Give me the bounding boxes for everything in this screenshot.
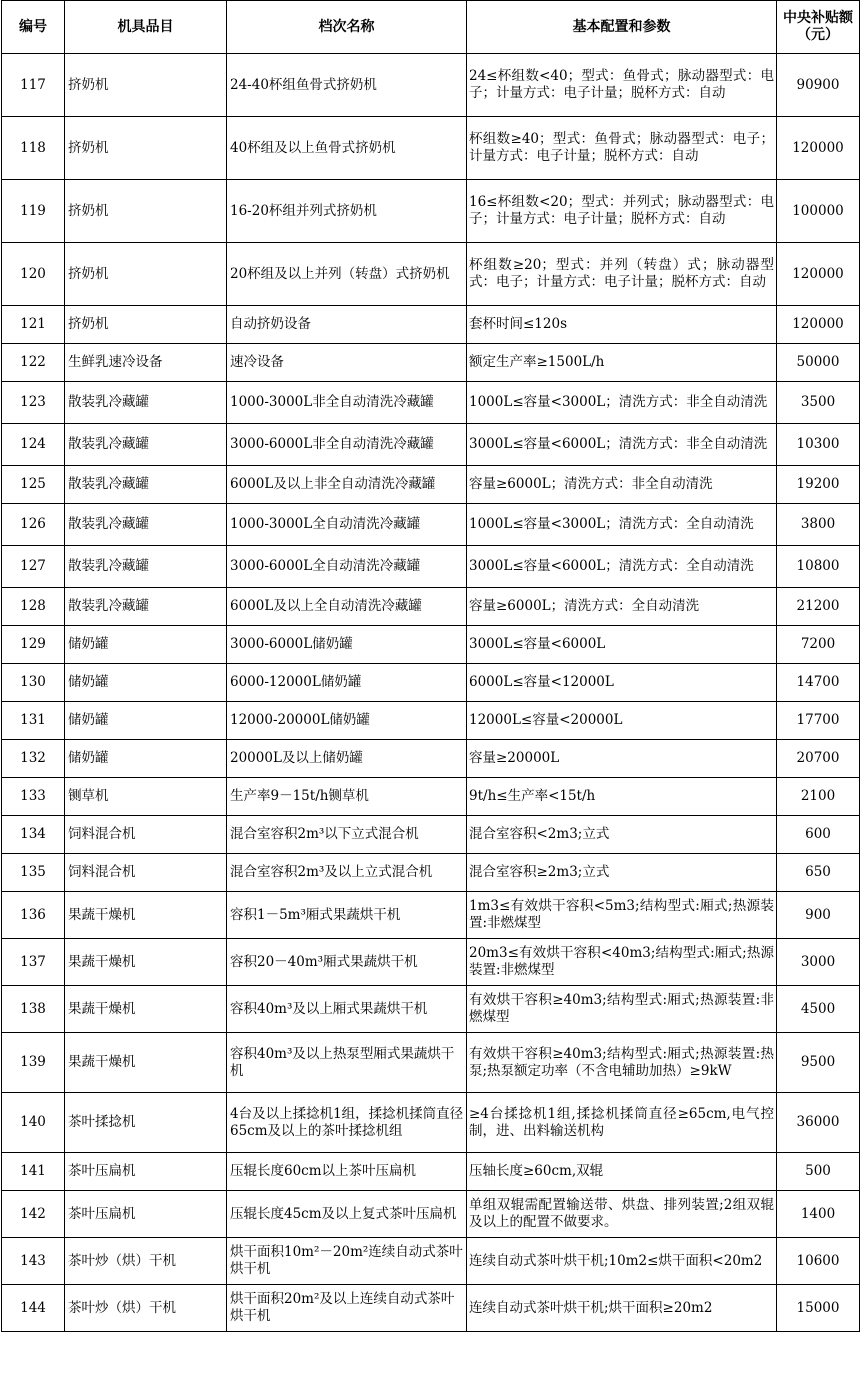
cell-spec: 混合室容积<2m3;立式 <box>467 816 777 854</box>
cell-grade: 6000L及以上非全自动清洗冷藏罐 <box>227 466 467 504</box>
cell-grade: 速冷设备 <box>227 344 467 382</box>
table-row <box>2 588 860 626</box>
cell-spec: 9t/h≤生产率<15t/h <box>467 778 777 816</box>
cell-no: 122 <box>2 344 65 382</box>
cell-grade: 6000-12000L储奶罐 <box>227 664 467 702</box>
cell-grade: 3000-6000L储奶罐 <box>227 626 467 664</box>
table-row <box>2 740 860 778</box>
table-row <box>2 344 860 382</box>
cell-subsidy: 500 <box>777 1153 860 1191</box>
header-row <box>2 1 860 54</box>
cell-subsidy: 600 <box>777 816 860 854</box>
cell-no: 130 <box>2 664 65 702</box>
cell-subsidy: 2100 <box>777 778 860 816</box>
cell-grade: 16-20杯组并列式挤奶机 <box>227 180 467 243</box>
cell-item: 茶叶炒（烘）干机 <box>65 1285 227 1332</box>
table-row <box>2 54 860 117</box>
cell-spec: 容量≥6000L；清洗方式：全自动清洗 <box>467 588 777 626</box>
table-row <box>2 986 860 1033</box>
cell-no: 144 <box>2 1285 65 1332</box>
table-row <box>2 816 860 854</box>
cell-item: 散装乳冷藏罐 <box>65 504 227 546</box>
cell-grade: 容积40m³及以上热泵型厢式果蔬烘干机 <box>227 1033 467 1093</box>
cell-spec: 1000L≤容量<3000L；清洗方式：非全自动清洗 <box>467 382 777 424</box>
header-item: 机具品目 <box>65 1 227 54</box>
table-row <box>2 892 860 939</box>
cell-spec: 1m3≤有效烘干容积<5m3;结构型式:厢式;热源装置:非燃煤型 <box>467 892 777 939</box>
cell-item: 饲料混合机 <box>65 854 227 892</box>
cell-item: 茶叶压扁机 <box>65 1191 227 1238</box>
cell-spec: 压轴长度≥60cm,双辊 <box>467 1153 777 1191</box>
cell-subsidy: 17700 <box>777 702 860 740</box>
cell-no: 131 <box>2 702 65 740</box>
cell-subsidy: 19200 <box>777 466 860 504</box>
cell-subsidy: 120000 <box>777 306 860 344</box>
cell-item: 果蔬干燥机 <box>65 892 227 939</box>
cell-item: 散装乳冷藏罐 <box>65 588 227 626</box>
cell-item: 茶叶炒（烘）干机 <box>65 1238 227 1285</box>
table-row <box>2 306 860 344</box>
cell-subsidy: 120000 <box>777 243 860 306</box>
cell-grade: 容积40m³及以上厢式果蔬烘干机 <box>227 986 467 1033</box>
table-row <box>2 1238 860 1285</box>
cell-no: 141 <box>2 1153 65 1191</box>
table-row <box>2 382 860 424</box>
table-row <box>2 664 860 702</box>
subsidy-table <box>1 0 860 1332</box>
cell-no: 137 <box>2 939 65 986</box>
table-row <box>2 1153 860 1191</box>
cell-item: 储奶罐 <box>65 626 227 664</box>
table-row <box>2 1191 860 1238</box>
cell-grade: 容积20－40m³厢式果蔬烘干机 <box>227 939 467 986</box>
cell-spec: 24≤杯组数<40；型式：鱼骨式；脉动器型式：电子；计量方式：电子计量；脱杯方式：自动 <box>467 54 777 117</box>
header-subsidy: 中央补贴额（元） <box>777 1 860 54</box>
cell-spec: 连续自动式茶叶烘干机;10m2≤烘干面积<20m2 <box>467 1238 777 1285</box>
cell-no: 136 <box>2 892 65 939</box>
cell-grade: 4台及以上揉捻机1组，揉捻机揉筒直径65cm及以上的茶叶揉捻机组 <box>227 1093 467 1153</box>
cell-grade: 混合室容积2m³及以上立式混合机 <box>227 854 467 892</box>
cell-item: 散装乳冷藏罐 <box>65 466 227 504</box>
cell-grade: 压辊长度60cm以上茶叶压扁机 <box>227 1153 467 1191</box>
cell-no: 140 <box>2 1093 65 1153</box>
cell-grade: 6000L及以上全自动清洗冷藏罐 <box>227 588 467 626</box>
cell-no: 126 <box>2 504 65 546</box>
table-row <box>2 1285 860 1332</box>
table-row <box>2 546 860 588</box>
cell-spec: 20m3≤有效烘干容积<40m3;结构型式:厢式;热源装置:非燃煤型 <box>467 939 777 986</box>
cell-spec: 单组双辊需配置输送带、烘盘、排列装置;2组双辊及以上的配置不做要求。 <box>467 1191 777 1238</box>
cell-subsidy: 20700 <box>777 740 860 778</box>
cell-spec: 1000L≤容量<3000L；清洗方式：全自动清洗 <box>467 504 777 546</box>
cell-subsidy: 3800 <box>777 504 860 546</box>
cell-grade: 20杯组及以上并列（转盘）式挤奶机 <box>227 243 467 306</box>
cell-grade: 容积1－5m³厢式果蔬烘干机 <box>227 892 467 939</box>
cell-subsidy: 650 <box>777 854 860 892</box>
cell-item: 果蔬干燥机 <box>65 939 227 986</box>
cell-no: 127 <box>2 546 65 588</box>
cell-spec: 套杯时间≤120s <box>467 306 777 344</box>
cell-subsidy: 10600 <box>777 1238 860 1285</box>
table-row <box>2 117 860 180</box>
cell-grade: 烘干面积20m²及以上连续自动式茶叶烘干机 <box>227 1285 467 1332</box>
cell-no: 117 <box>2 54 65 117</box>
cell-item: 饲料混合机 <box>65 816 227 854</box>
cell-subsidy: 100000 <box>777 180 860 243</box>
cell-grade: 生产率9－15t/h铡草机 <box>227 778 467 816</box>
cell-item: 散装乳冷藏罐 <box>65 546 227 588</box>
cell-item: 挤奶机 <box>65 117 227 180</box>
cell-grade: 24-40杯组鱼骨式挤奶机 <box>227 54 467 117</box>
cell-subsidy: 90900 <box>777 54 860 117</box>
cell-spec: 有效烘干容积≥40m3;结构型式:厢式;热源装置:热泵;热泵额定功率（不含电辅助加热）≥9kW <box>467 1033 777 1093</box>
table-row <box>2 180 860 243</box>
cell-item: 果蔬干燥机 <box>65 986 227 1033</box>
cell-no: 125 <box>2 466 65 504</box>
cell-no: 119 <box>2 180 65 243</box>
table-row <box>2 854 860 892</box>
cell-grade: 自动挤奶设备 <box>227 306 467 344</box>
cell-item: 铡草机 <box>65 778 227 816</box>
table-row <box>2 939 860 986</box>
cell-no: 133 <box>2 778 65 816</box>
cell-no: 138 <box>2 986 65 1033</box>
cell-item: 储奶罐 <box>65 702 227 740</box>
cell-item: 挤奶机 <box>65 243 227 306</box>
cell-grade: 1000-3000L全自动清洗冷藏罐 <box>227 504 467 546</box>
cell-spec: 6000L≤容量<12000L <box>467 664 777 702</box>
cell-item: 茶叶压扁机 <box>65 1153 227 1191</box>
cell-no: 128 <box>2 588 65 626</box>
cell-item: 挤奶机 <box>65 54 227 117</box>
cell-spec: 容量≥20000L <box>467 740 777 778</box>
cell-no: 123 <box>2 382 65 424</box>
cell-grade: 烘干面积10m²－20m²连续自动式茶叶烘干机 <box>227 1238 467 1285</box>
table-row <box>2 626 860 664</box>
cell-subsidy: 7200 <box>777 626 860 664</box>
cell-spec: 杯组数≥20；型式：并列（转盘）式；脉动器型式：电子；计量方式：电子计量；脱杯方式：自动 <box>467 243 777 306</box>
cell-spec: 3000L≤容量<6000L；清洗方式：非全自动清洗 <box>467 424 777 466</box>
cell-subsidy: 900 <box>777 892 860 939</box>
cell-item: 储奶罐 <box>65 664 227 702</box>
cell-grade: 12000-20000L储奶罐 <box>227 702 467 740</box>
cell-spec: 额定生产率≥1500L/h <box>467 344 777 382</box>
header-no: 编号 <box>2 1 65 54</box>
cell-subsidy: 10300 <box>777 424 860 466</box>
cell-no: 132 <box>2 740 65 778</box>
cell-grade: 1000-3000L非全自动清洗冷藏罐 <box>227 382 467 424</box>
cell-subsidy: 9500 <box>777 1033 860 1093</box>
cell-spec: 有效烘干容积≥40m3;结构型式:厢式;热源装置:非燃煤型 <box>467 986 777 1033</box>
table-row <box>2 702 860 740</box>
table-row <box>2 1033 860 1093</box>
cell-grade: 20000L及以上储奶罐 <box>227 740 467 778</box>
cell-no: 143 <box>2 1238 65 1285</box>
cell-subsidy: 36000 <box>777 1093 860 1153</box>
cell-no: 142 <box>2 1191 65 1238</box>
cell-spec: 容量≥6000L；清洗方式：非全自动清洗 <box>467 466 777 504</box>
cell-subsidy: 50000 <box>777 344 860 382</box>
table-row <box>2 778 860 816</box>
table-row <box>2 1093 860 1153</box>
cell-subsidy: 21200 <box>777 588 860 626</box>
table-row <box>2 424 860 466</box>
cell-spec: 3000L≤容量<6000L <box>467 626 777 664</box>
cell-item: 散装乳冷藏罐 <box>65 424 227 466</box>
cell-no: 118 <box>2 117 65 180</box>
cell-subsidy: 120000 <box>777 117 860 180</box>
cell-grade: 3000-6000L非全自动清洗冷藏罐 <box>227 424 467 466</box>
cell-subsidy: 3500 <box>777 382 860 424</box>
cell-no: 129 <box>2 626 65 664</box>
cell-no: 120 <box>2 243 65 306</box>
cell-subsidy: 15000 <box>777 1285 860 1332</box>
header-spec: 基本配置和参数 <box>467 1 777 54</box>
cell-no: 134 <box>2 816 65 854</box>
cell-spec: 混合室容积≥2m3;立式 <box>467 854 777 892</box>
cell-no: 124 <box>2 424 65 466</box>
cell-item: 生鲜乳速冷设备 <box>65 344 227 382</box>
cell-spec: 16≤杯组数<20；型式：并列式；脉动器型式：电子；计量方式：电子计量；脱杯方式：自动 <box>467 180 777 243</box>
cell-subsidy: 14700 <box>777 664 860 702</box>
table-row <box>2 466 860 504</box>
cell-item: 散装乳冷藏罐 <box>65 382 227 424</box>
cell-no: 121 <box>2 306 65 344</box>
cell-no: 135 <box>2 854 65 892</box>
cell-subsidy: 4500 <box>777 986 860 1033</box>
cell-item: 果蔬干燥机 <box>65 1033 227 1093</box>
cell-item: 茶叶揉捻机 <box>65 1093 227 1153</box>
cell-spec: 3000L≤容量<6000L；清洗方式：全自动清洗 <box>467 546 777 588</box>
table-row <box>2 243 860 306</box>
cell-spec: 12000L≤容量<20000L <box>467 702 777 740</box>
cell-subsidy: 1400 <box>777 1191 860 1238</box>
table-row <box>2 504 860 546</box>
header-grade: 档次名称 <box>227 1 467 54</box>
cell-spec: 杯组数≥40；型式：鱼骨式；脉动器型式：电子；计量方式：电子计量；脱杯方式：自动 <box>467 117 777 180</box>
cell-spec: 连续自动式茶叶烘干机;烘干面积≥20m2 <box>467 1285 777 1332</box>
cell-item: 储奶罐 <box>65 740 227 778</box>
cell-item: 挤奶机 <box>65 180 227 243</box>
cell-grade: 3000-6000L全自动清洗冷藏罐 <box>227 546 467 588</box>
cell-grade: 混合室容积2m³以下立式混合机 <box>227 816 467 854</box>
cell-no: 139 <box>2 1033 65 1093</box>
cell-grade: 40杯组及以上鱼骨式挤奶机 <box>227 117 467 180</box>
cell-grade: 压辊长度45cm及以上复式茶叶压扁机 <box>227 1191 467 1238</box>
cell-item: 挤奶机 <box>65 306 227 344</box>
cell-subsidy: 10800 <box>777 546 860 588</box>
cell-spec: ≥4台揉捻机1组,揉捻机揉筒直径≥65cm,电气控制，进、出料输送机构 <box>467 1093 777 1153</box>
cell-subsidy: 3000 <box>777 939 860 986</box>
